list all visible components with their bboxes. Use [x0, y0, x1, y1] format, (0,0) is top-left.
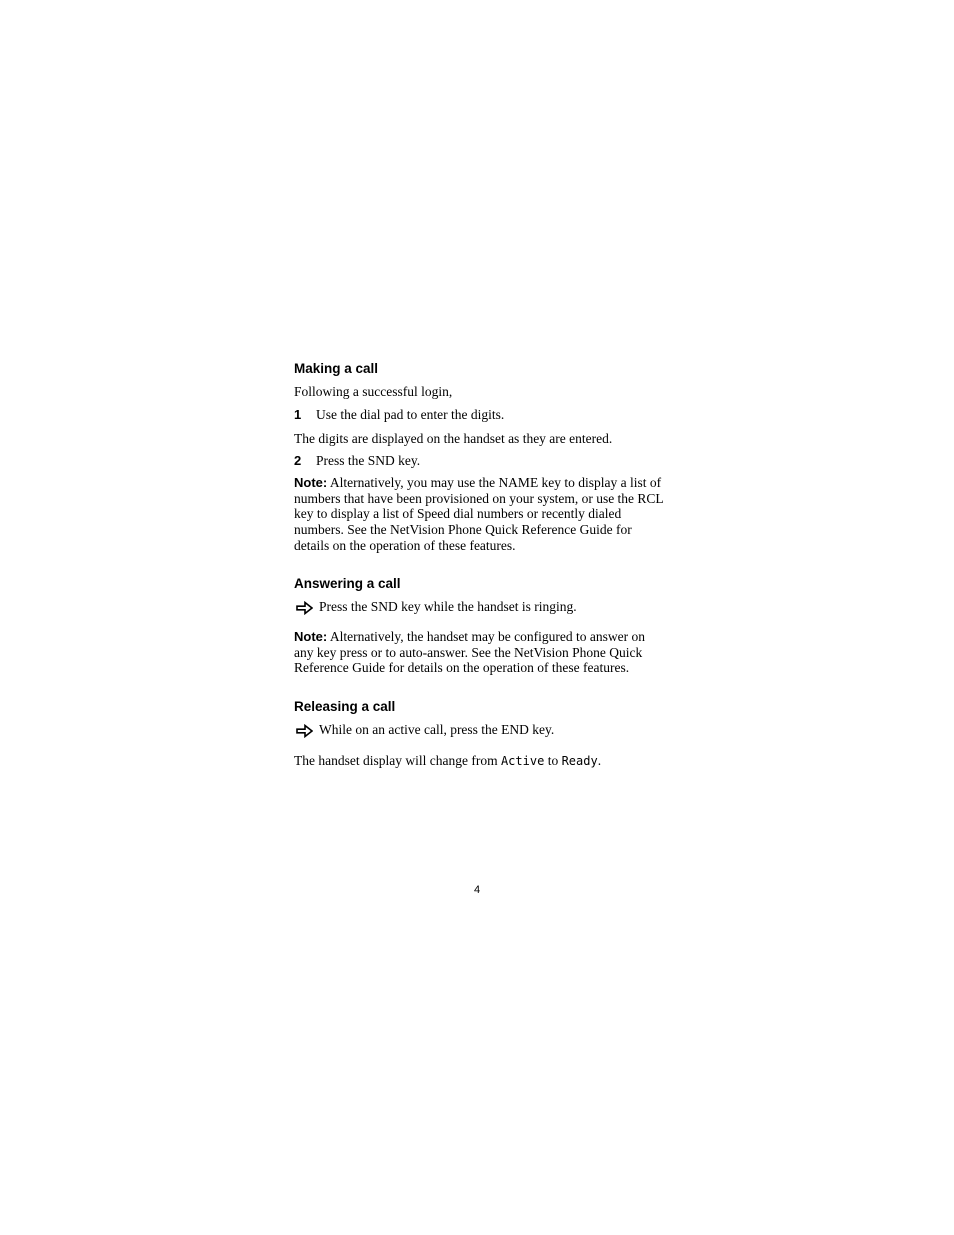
- display-end-punctuation: .: [597, 752, 602, 768]
- step-2: [294, 453, 664, 469]
- note-text: Alternatively, the handset may be configured to answer on any key press or to auto-answer. See the NetVision Phone Quick Reference Guide for details on the operation of these features.: [294, 629, 646, 676]
- note-label: Note:: [294, 629, 328, 645]
- step-text: Use the dial pad to enter the digits.: [316, 406, 505, 422]
- section-heading-answering-a-call: Answering a call: [294, 576, 401, 592]
- step-1: [294, 407, 664, 423]
- note-answering-call: [294, 629, 664, 676]
- bullet-answering: [294, 599, 664, 615]
- section-heading-making-a-call: Making a call: [294, 361, 379, 376]
- arrow-right-icon: [296, 601, 313, 615]
- bullet-text: While on an active call, press the END key.: [319, 721, 555, 737]
- step-number: 1: [294, 406, 302, 422]
- digits-description: The digits are displayed on the handset as they are entered.: [294, 430, 613, 446]
- bullet-text: Press the SND key while the handset is ringing.: [319, 599, 577, 615]
- step-text: Press the SND key.: [316, 453, 421, 469]
- note-label: Note:: [294, 475, 328, 491]
- display-state-ready: Ready: [561, 753, 598, 768]
- arrow-right-icon: [296, 724, 313, 738]
- section-heading-releasing-a-call: Releasing a call: [294, 698, 396, 714]
- display-state-active: Active: [500, 753, 545, 768]
- document-page: [294, 360, 664, 770]
- page-number: 4: [473, 884, 481, 896]
- step-number: 2: [294, 453, 302, 469]
- display-change-text: [294, 753, 664, 770]
- bullet-releasing: [294, 722, 664, 738]
- note-text: Alternatively, you may use the NAME key to display a list of numbers that have been provisioned on your system, or use the RCL key to display a list of Speed dial numbers or recently dialed numbers. See the NetVision Phone Quick Reference Guide for details on the operation of these features.: [294, 475, 664, 553]
- display-text-before: The handset display will change from: [294, 752, 498, 768]
- making-call-intro: Following a successful login,: [294, 384, 453, 399]
- note-making-call: [294, 475, 664, 553]
- display-to-word: to: [547, 752, 559, 768]
